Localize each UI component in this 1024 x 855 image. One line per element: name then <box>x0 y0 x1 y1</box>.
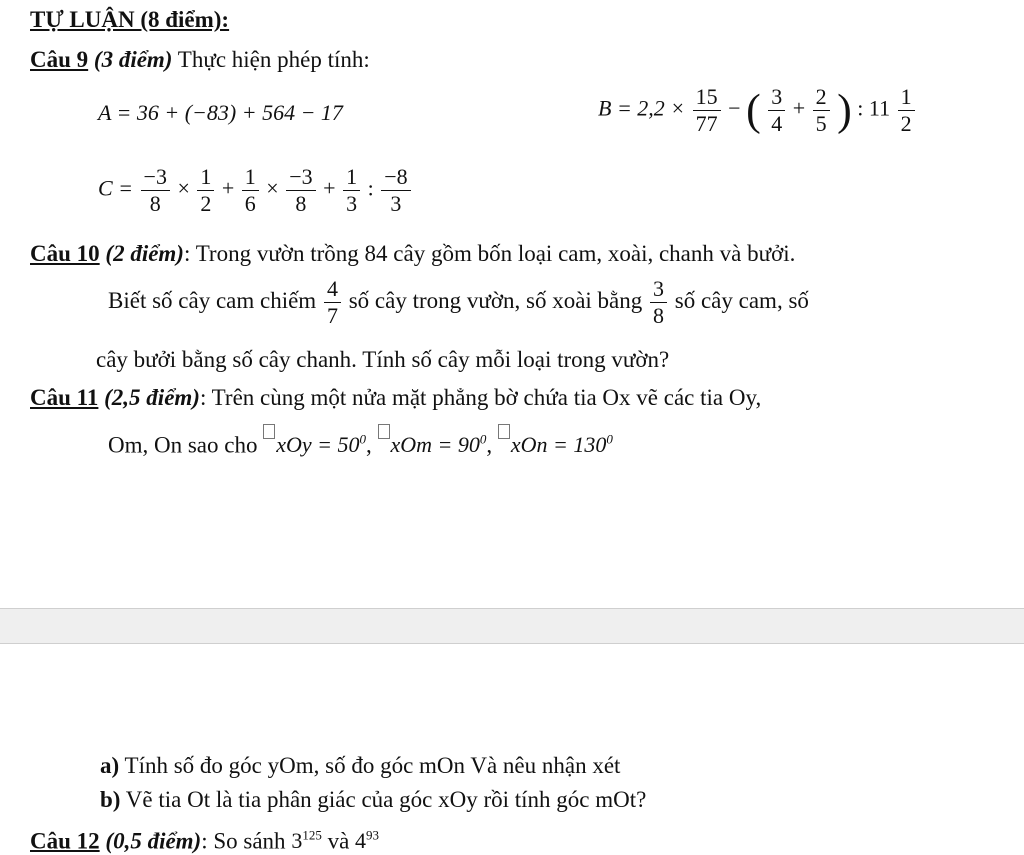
question-11-heading <box>30 384 761 412</box>
numerator: −3 <box>141 164 170 191</box>
operator: + <box>792 95 806 121</box>
right-paren: ) <box>837 85 852 135</box>
angle-value: xOm = 90 <box>390 432 480 458</box>
separator: , <box>366 432 372 458</box>
fraction <box>141 164 170 217</box>
denominator: 5 <box>815 111 827 136</box>
operator: × <box>177 175 190 201</box>
expression-c <box>98 164 413 217</box>
q11-text-line2: Om, On sao cho <box>108 432 258 458</box>
question-12-text: : So sánh <box>201 828 286 854</box>
fraction <box>650 276 667 329</box>
numerator: 3 <box>650 276 667 303</box>
fraction <box>197 164 214 217</box>
fraction <box>693 84 721 137</box>
denominator: 3 <box>390 191 402 216</box>
degree-mark: 0 <box>606 432 613 447</box>
fraction <box>381 164 410 217</box>
part-a-text: Tính số đo góc yOm, số đo góc mOn Và nêu nhận xét <box>124 753 621 778</box>
expression-c-lhs: C = <box>98 175 134 201</box>
denominator: 8 <box>295 191 307 216</box>
section-title <box>30 6 229 34</box>
numerator: 4 <box>324 276 341 303</box>
question-10-text: : Trong vườn trồng 84 cây gồm bốn loại cam, xoài, chanh và bưởi. <box>183 241 796 266</box>
expression-b-lhs: B = 2,2 × <box>598 95 686 121</box>
separator: , <box>486 432 493 458</box>
expression-b <box>598 84 917 137</box>
question-11-text: : Trên cùng một nửa mặt phẳng bờ chứa tia Ox vẽ các tia Oy, <box>199 385 762 410</box>
angle-value: xOy = 50 <box>276 432 360 458</box>
operator: × <box>266 175 279 201</box>
operator: + <box>323 175 336 201</box>
question-9-heading <box>30 46 370 74</box>
part-b-label: b) <box>100 787 121 812</box>
part-b-text: Vẽ tia Ot là tia phân giác của góc xOy rồi tính góc mOt? <box>125 787 647 812</box>
fraction <box>286 164 315 217</box>
power-2 <box>355 828 379 853</box>
question-12-heading <box>30 822 379 855</box>
question-11-line-2 <box>108 426 613 459</box>
denominator: 7 <box>326 303 338 328</box>
question-10-points: (2 điểm) <box>105 241 184 266</box>
question-10-label: Câu 10 <box>30 241 100 266</box>
numerator: −8 <box>381 164 410 191</box>
denominator: 8 <box>149 191 161 216</box>
part-a-label: a) <box>100 753 120 778</box>
expression-a-text: A = 36 + (−83) + 564 − 17 <box>98 100 343 125</box>
exponent: 93 <box>366 828 380 843</box>
power-1 <box>291 828 322 853</box>
numerator: 2 <box>813 84 830 111</box>
numerator: 1 <box>242 164 259 191</box>
angle-symbol-icon <box>378 424 390 439</box>
fraction <box>343 164 360 217</box>
numerator: −3 <box>286 164 315 191</box>
operator: + <box>221 175 235 201</box>
denominator: 6 <box>244 191 256 216</box>
question-12-points: (0,5 điểm) <box>105 828 202 854</box>
question-10-line-3 <box>96 346 669 374</box>
base: 4 <box>355 828 367 854</box>
numerator: 1 <box>343 164 360 191</box>
denominator: 3 <box>346 191 358 216</box>
angle-xon <box>498 432 613 457</box>
fraction <box>898 84 915 137</box>
fraction <box>242 164 259 217</box>
fraction <box>768 84 785 137</box>
degree-mark: 0 <box>359 432 366 447</box>
angle-symbol-icon <box>263 424 275 439</box>
expression-a <box>98 100 343 126</box>
q10-text-a: Biết số cây cam chiếm <box>108 287 317 313</box>
angle-value: xOn = 130 <box>510 432 607 458</box>
q10-text-line3: cây bưởi bằng số cây chanh. Tính số cây mỗi loại trong vườn? <box>96 347 670 372</box>
page-break <box>0 608 1024 644</box>
denominator: 4 <box>771 111 783 136</box>
question-9-text: Thực hiện phép tính: <box>172 47 370 72</box>
question-9-label: Câu 9 <box>30 47 89 72</box>
fraction <box>813 84 830 137</box>
denominator: 77 <box>695 111 718 136</box>
question-10-line-2 <box>108 276 809 329</box>
denominator: 2 <box>200 191 212 216</box>
numerator: 1 <box>898 84 915 111</box>
section-title-text: TỰ LUẬN (8 điểm): <box>30 7 230 32</box>
denominator: 2 <box>900 111 912 136</box>
exponent: 125 <box>302 828 322 843</box>
question-11-points: (2,5 điểm) <box>104 385 200 410</box>
question-9-points: (3 điểm) <box>93 47 173 72</box>
numerator: 15 <box>693 84 721 111</box>
denominator: 8 <box>653 303 665 328</box>
operator: : <box>367 175 374 201</box>
angle-symbol-icon <box>498 424 510 439</box>
question-10-heading <box>30 240 795 268</box>
numerator: 1 <box>197 164 214 191</box>
operator: : 11 <box>857 95 891 121</box>
angle-xoy <box>263 432 366 457</box>
left-paren: ( <box>746 85 761 135</box>
angle-xom <box>378 432 487 457</box>
numerator: 3 <box>768 84 785 111</box>
degree-mark: 0 <box>479 432 487 447</box>
question-11-part-a <box>100 752 620 780</box>
fraction <box>324 276 341 329</box>
question-12-label: Câu 12 <box>30 828 100 854</box>
base: 3 <box>291 828 303 854</box>
operator: − <box>728 95 741 121</box>
q10-text-b: số cây trong vườn, số xoài bằng <box>348 287 643 313</box>
question-11-part-b <box>100 786 646 814</box>
question-11-label: Câu 11 <box>30 385 99 410</box>
and-word: và <box>327 828 350 854</box>
q10-text-c: số cây cam, số <box>674 287 809 313</box>
